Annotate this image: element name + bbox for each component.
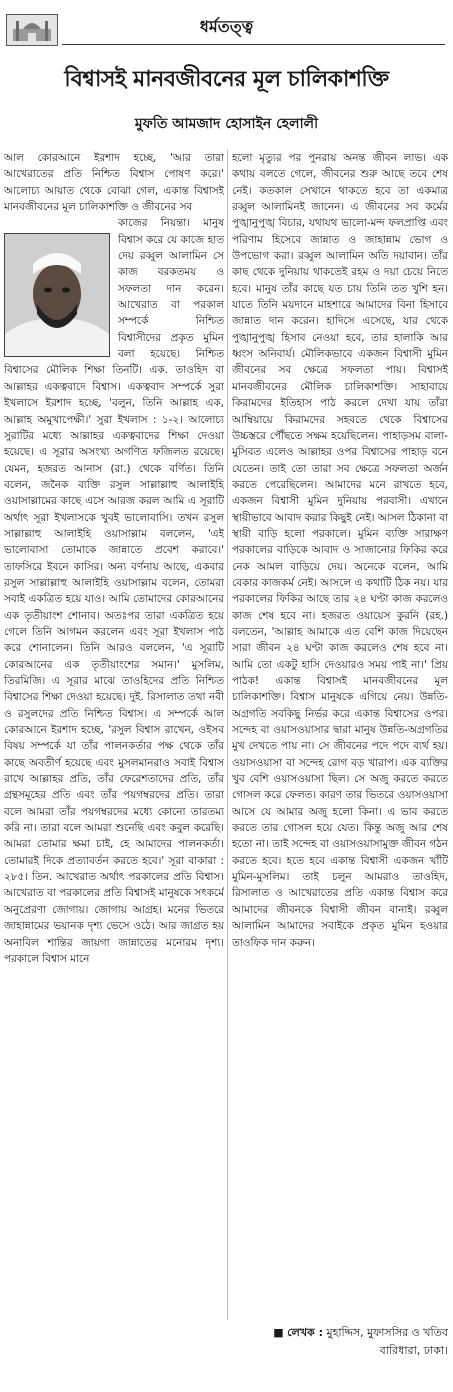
author-note	[232, 1324, 448, 1364]
column-text: হলো মৃত্যুর পর পুনরায় অনন্ত জীবন লাভ। এক কথায় বলতে গেলে, জীবনের শুরু আছে তবে শেষ নেই। কতকাল সেখানে থাকতে হবে তা একমাত্র রব্বুল আলামিনই জানেন। এ জীবনের সব কর্মের পুঙ্খানুপুঙ্খ বিচার, যথাযথ ভালো-মন্দ ফলপ্রাপ্তি এবং পরিণাম হিসেবে জান্নাত ও জাহান্নাম ভোগ ও উপভোগ করা। রব্বুল আলামিন অতি দয়াবান। তাঁর কাছ থেকে দুনিয়ায় থাকতেই রহম ও দয়া চেয়ে নিতে হবে। মানুষ তাঁর কাছে যত চায় তিনি তত খুশি হন। যাতে তিনি ময়দানে মাহশারে আমাদের বিনা হিসাবে জান্নাত দান করেন। হাদিসে এসেছে, যার থেকে পুঙ্খানুপুঙ্খ হিসাব নেওয়া হবে, তার হালাকি আর ধ্বংস অনিবার্য। মৌলিকভাবে একজন বিশ্বাসী মুমিন জীবনের সব ক্ষেত্রে সফলতা পায়। বিশ্বাসই মানবজীবনের মৌলিক চালিকাশক্তি। সাহাবায়ে কিরামদের ইতিহাস পাঠ করলে দেখা যায় তাঁরা আম্বিয়ায়ে কিরামদের সহবতে থেকে বিশ্বাসের উচ্চস্তরে পৌঁছতে সক্ষম হয়েছিলেন। পাহাড়সম বালা-মুসিবত এলেও আল্লাহর ওপর বিশ্বাসের পাহাড় বনে যেতেন। তাই তো তারা সব ক্ষেত্রে সফলতা অর্জন করতে পেরেছিলেন। আমাদের মনে রাখতে হবে, একজন বিশ্বাসী মুমিন দুনিয়ায় পরবাসী। এখানে স্থায়ীভাবে আবাদ করার কিছুই নেই। আসল ঠিকানা বা স্থায়ী বাড়ি হলো পরকালে। মুমিন ব্যক্তি সারাক্ষণ পরকালের বাড়িকে আবাদ ও সাজানোর ফিকির করে নেক আমল বাড়িয়ে দেয়। অনেকে বলেন, আমি বেকার কাজকর্ম নেই। আসলে এ কথাটি ঠিক নয়। যার পরকালের ফিকির আছে তার ২৪ ঘণ্টা কাজ করলেও কাজ শেষ হবে না। হজরত ওয়ায়েস কুরনি (রহ.) বলতেন, 'আল্লাহ আমাকে এত বেশি কাজ দিয়েছেন সারা জীবন ২৪ ঘণ্টা কাজ করলেও শেষ হবে না। আমি তো একটু হাসি দেওয়ারও সময় পাই না।' প্রিয় পাঠক! একান্ত বিশ্বাসই মানবজীবনের মূল চালিকাশক্তি। বিশ্বাস মানুষকে এগিয়ে নেয়। উন্নতি-অগ্রগতি সবকিছু নির্ভর করে একান্ত বিশ্বাসের ওপর। সন্দেহ বা ওয়াসওয়াসার দ্বারা মানুষ উন্নতি-অগ্রগতির মুখ দেখতে পায় না। সে জীবনের পদে পদে ব্যর্থ হয়। ওয়াসওয়াসা বা সন্দেহ রোগ বড় খারাপ। এক ব্যক্তির খুব বেশি ওয়াসওয়াসা ছিল। সে অজু করতে করতে গোসল করে ফেলত। কারণ তার ভিতরে ওয়াসওয়াসা আসে যে আমার অজু হলো কিনা। এ ভাব করতে করতে তার গোসল হয়ে যেত। কিন্তু অজু আর শেষ হতো না। তাই সন্দেহ বা ওয়াসওয়াসামুক্ত জীবন গঠন করতে হবে। হতে হবে একান্ত বিশ্বাসী একজন খাঁটি মুমিন-মুসলিম। তাই চলুন আমরাও তাওহিদ, রিসালাত ও আখেরাতের প্রতি একান্ত বিশ্বাস করে আমাদের জীবনকে বিশ্বাসী জীবন বানাই। রব্বুল আলামিন আমাদের সবাইকে প্রকৃত মুমিন হওয়ার তাওফিক দান করুন।	[232, 152, 448, 949]
column-divider	[227, 150, 228, 1320]
article-byline: মুফতি আমজাদ হোসাইন হেলালী	[134, 116, 319, 132]
paragraph-body	[232, 150, 448, 951]
author-photo	[4, 233, 110, 357]
article-column-left	[4, 150, 224, 1320]
paragraph-intro	[4, 150, 224, 215]
article-headline: বিশ্বাসই মানবজীবনের মূল চালিকাশক্তি	[64, 67, 389, 92]
square-bullet-icon: ■	[273, 1326, 284, 1339]
section-title: ধর্মতত্ত্ব	[199, 17, 254, 36]
header-divider	[62, 44, 445, 45]
author-note-label: লেখক :	[287, 1326, 323, 1339]
section-header	[0, 0, 453, 52]
column-text: আল কোরআনে ইরশাদ হচ্ছে, 'আর তারা আখেরাতের প্রতি নিশ্চিত বিশ্বাস পোষণ করে।' আলোচ্য আয়াত থেকে বোঝা গেল, একান্ত বিশ্বাসই মানবজীবনের মূল চালিকাশক্তি ও জীবনের সব	[4, 152, 224, 214]
column-text: কাজের নিয়ন্তা। মানুষ বিশ্বাস করে যে কাজে হাত দেয় রব্বুল আলামিন সে কাজ বরকতময় ও সফলতা দান করেন। আখেরাত বা পরকাল সম্পর্কে নিশ্চিত বিশ্বাসীদের প্রকৃত মুমিন বলা হয়েছে। নিশ্চিত বিশ্বাসের মৌলিক শিক্ষা তিনটি। এক. তাওহিদ বা আল্লাহর একত্ববাদে বিশ্বাস। একত্ববাদ সম্পর্কে সুরা ইখলাসে ইরশাদ হচ্ছে, 'বলুন, তিনি আল্লাহ এক, আল্লাহ অমুখাপেক্ষী।' সুরা ইখলাস : ১-২। আলোচ্য সুরাটির মধ্যে আল্লাহর একত্ববাদের শিক্ষা দেওয়া হয়েছে। এ সূরার অসংখ্য অগণিত ফজিলত রয়েছে। যেমন, হজরত আনাস (রা.) থেকে বর্ণিত। তিনি বলেন, জনৈক ব্যক্তি রসুল সাল্লাল্লাহু আলাইহি ওয়াসাল্লামের কাছে এসে আরজ করল আমি এ সূরাটি অর্থাৎ সূরা ইখলাসকে খুবই ভালোবাসি। তখন রসুল সাল্লাল্লাহু আলাইহি ওয়াসাল্লাম বললেন, 'এই ভালোবাসা তোমাকে জান্নাতে প্রবেশ করাবে।' তাফসিরে ইবনে কাসির। অন্য বর্ণনায় আছে, একবার রসুল সাল্লাল্লাহু আলাইহি ওয়াসাল্লাম বলেন, তোমরা সবাই একত্রিত হয়ে যাও। আমি তোমাদের কোরআনের এক তৃতীয়াংশ শোনাব। অতঃপর তারা একত্রিত হয়ে গেলে তিনি আগমন করলেন এবং সূরা ইখলাস পাঠ করে শোনালেন। তিনি আরও বললেন, 'এ সূরাটি কোরআনের এক তৃতীয়াংশের সমান।' মুসলিম, তিরমিজি। এ সূরার মাঝে তাওহিদের প্রতি নিশ্চিত বিশ্বাসের শিক্ষা দেওয়া হয়েছে। দুই. রিসালাত তথা নবী ও রসুলদের প্রতি নিশ্চিত বিশ্বাস। এ সম্পর্কে আল কোরআনে ইরশাদ হচ্ছে, 'রসুল বিশ্বাস রাখেন, ওইসব বিষয় সম্পর্কে যা তাঁর পালনকর্তার পক্ষ থেকে তাঁর কাছে অবতীর্ণ হয়েছে এবং মুসলমানরাও সবাই বিশ্বাস রাখে আল্লাহর প্রতি, তাঁর ফেরেশতাদের প্রতি, তাঁর গ্রন্থসমূহের প্রতি এবং তাঁর পয়গম্বরদের প্রতি। তারা বলে আমরা তাঁর পয়গম্বরদের মধ্যে কোনো তারতম্য করি না। তারা বলে আমরা শুনেছি এবং কবুল করেছি। আমরা তোমার ক্ষমা চাই, হে আমাদের পালনকর্তা। তোমারই দিকে প্রত্যাবর্তন করতে হবে।' সূরা বাকারা : ২৮৫। তিন. আখেরাত অর্থাৎ পরকালের প্রতি বিশ্বাস। আখেরাত বা পরকালের প্রতি বিশ্বাসই মানুষকে সৎকর্মে অনুপ্রেরণা জোগায়। জোগায় আগ্রহ। মনের ভিতরে জাহান্নামের ভয়ানক দৃশ্য ভেসে ওঠে। আর জাগ্রত হয় অনাবিল শান্তির জায়গা জান্নাতের মনোরম দৃশ্য। পরকালে বিশ্বাস মানে	[4, 217, 224, 965]
author-note-text: মুহাদ্দিস, মুফাসসির ও খতিব বারিধারা, ঢাকা।	[326, 1326, 448, 1357]
article-column-right	[232, 150, 448, 1320]
